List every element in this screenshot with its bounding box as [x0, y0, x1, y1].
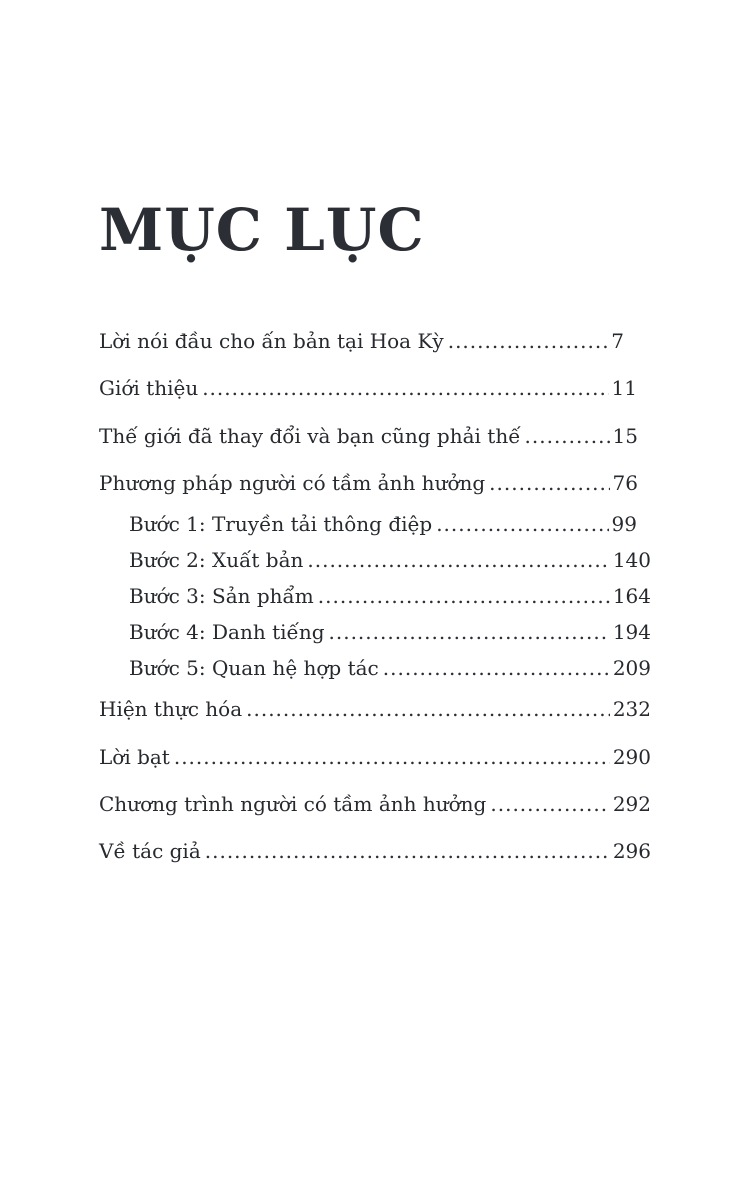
toc-entry-page: 15 [612, 424, 638, 448]
toc-entry-label: Giới thiệu [99, 376, 199, 400]
dot-leader [318, 581, 610, 611]
toc-entry[interactable] [99, 326, 624, 356]
dot-leader [490, 789, 609, 819]
toc-entry-label: Lời bạt [99, 745, 170, 769]
toc-subentry[interactable] [129, 617, 651, 647]
toc-entry-page: 7 [611, 329, 624, 353]
toc-entry[interactable] [99, 694, 651, 724]
dot-leader [448, 326, 609, 356]
dot-leader [174, 742, 610, 772]
toc-subentry[interactable] [129, 545, 651, 575]
dot-leader [489, 468, 609, 498]
toc-entry-label: Về tác giả [99, 839, 201, 863]
toc-entry-label: Bước 4: Danh tiếng [129, 620, 325, 644]
toc-entry-label: Thế giới đã thay đổi và bạn cũng phải thế [99, 424, 521, 448]
dot-leader [307, 545, 609, 575]
toc-entry-page: 11 [611, 376, 637, 400]
toc-entry[interactable] [99, 742, 651, 772]
toc-entry[interactable] [99, 373, 637, 403]
dot-leader [202, 373, 608, 403]
toc-entry-label: Bước 5: Quan hệ hợp tác [129, 656, 379, 680]
page-title: MỤC LỤC [99, 196, 425, 264]
toc-entry-page: 292 [612, 792, 651, 816]
dot-leader [246, 694, 610, 724]
toc-entry-label: Lời nói đầu cho ấn bản tại Hoa Kỳ [99, 329, 444, 353]
toc-entry-page: 209 [612, 656, 651, 680]
toc-entry[interactable] [99, 836, 651, 866]
toc-subentry[interactable] [129, 653, 651, 683]
toc-subentry[interactable] [129, 509, 637, 539]
toc-entry-label: Phương pháp người có tầm ảnh hưởng [99, 471, 486, 495]
toc-entry-label: Bước 3: Sản phẩm [129, 584, 314, 608]
dot-leader [436, 509, 608, 539]
dot-leader [205, 836, 610, 866]
toc-entry-label: Bước 1: Truyền tải thông điệp [129, 512, 433, 536]
toc-entry-page: 164 [612, 584, 651, 608]
toc-entry[interactable] [99, 421, 638, 451]
toc-entry-page: 194 [612, 620, 651, 644]
dot-leader [383, 653, 610, 683]
toc-entry-page: 296 [612, 839, 651, 863]
toc-entry-label: Bước 2: Xuất bản [129, 548, 304, 572]
toc-entry-page: 140 [612, 548, 651, 572]
toc-entry-label: Hiện thực hóa [99, 697, 243, 721]
toc-entry-label: Chương trình người có tầm ảnh hưởng [99, 792, 487, 816]
toc-entry-page: 232 [612, 697, 651, 721]
toc-subentry[interactable] [129, 581, 651, 611]
toc-entry[interactable] [99, 468, 638, 498]
toc-entry-page: 290 [612, 745, 651, 769]
toc-entry[interactable] [99, 789, 651, 819]
toc-entry-page: 99 [611, 512, 637, 536]
dot-leader [329, 617, 610, 647]
dot-leader [525, 421, 610, 451]
toc-entry-page: 76 [612, 471, 638, 495]
